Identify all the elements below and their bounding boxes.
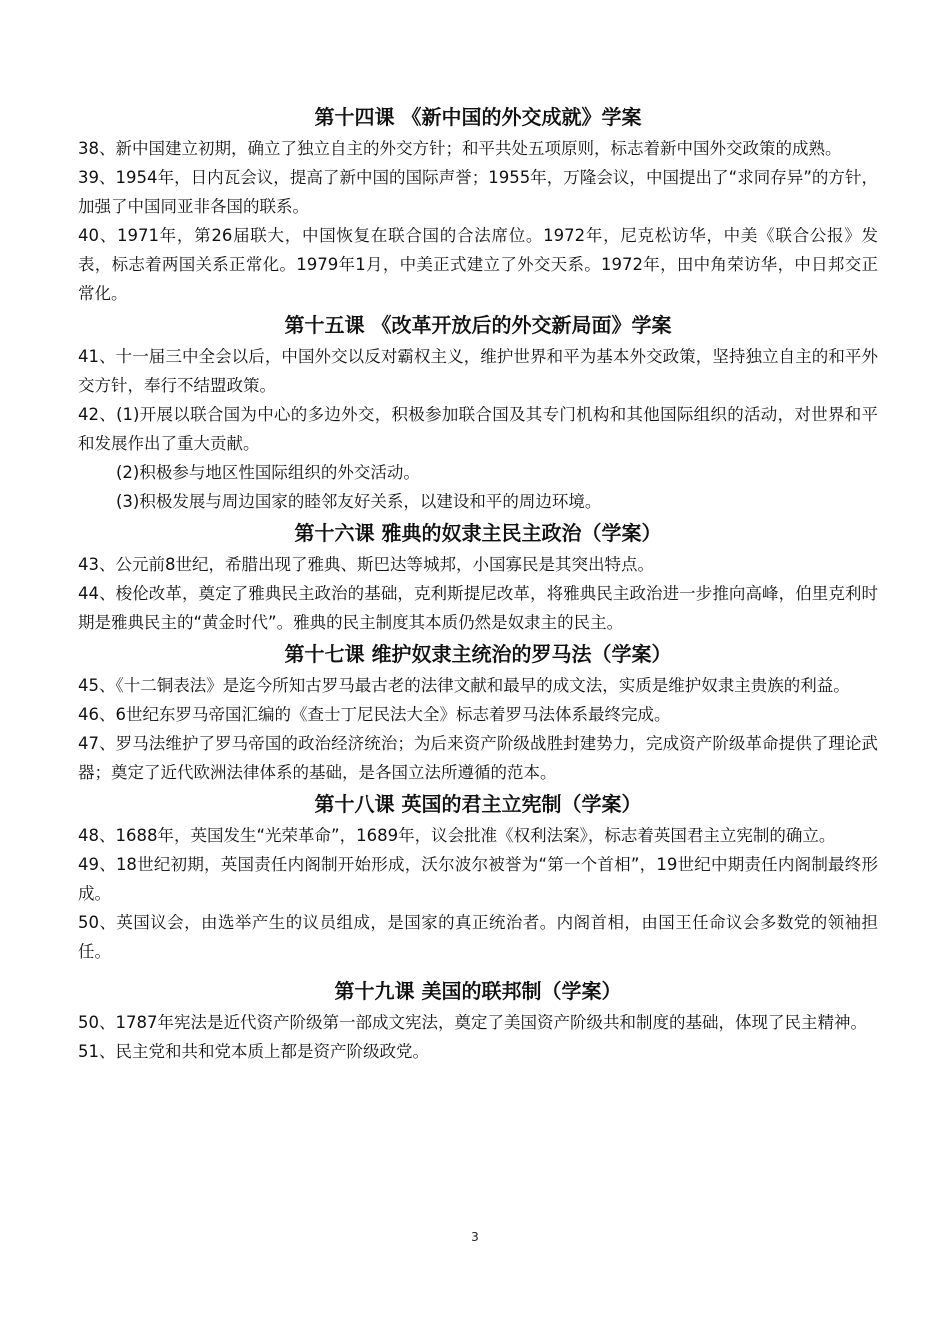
section-title-14: 第十四课 《新中国的外交成就》学案 bbox=[314, 105, 642, 129]
paragraph-48: 48、1688年，英国发生“光荣革命”，1689年，议会批准《权利法案》，标志着英国君主立宪制的确立。 bbox=[78, 826, 836, 845]
paragraph-51: 51、民主党和共和党本质上都是资产阶级政党。 bbox=[78, 1042, 429, 1061]
paragraph-38: 38、新中国建立初期，确立了独立自主的外交方针；和平共处五项原则，标志着新中国外交政策的成熟。 bbox=[78, 139, 842, 158]
paragraph-49: 49、18世纪初期，英国责任内阁制开始形成，沃尔波尔被誉为“第一个首相”，19世纪中期责任内阁制最终形成。 bbox=[78, 855, 878, 903]
paragraph-42-sub-3: (3)积极发展与周边国家的睦邻友好关系，以建设和平的周边环境。 bbox=[116, 492, 602, 511]
document-page bbox=[78, 100, 878, 1066]
section-title-18: 第十八课 英国的君主立宪制（学案） bbox=[314, 792, 642, 816]
paragraph-50: 50、英国议会，由选举产生的议员组成，是国家的真正统治者。内阁首相，由国王任命议会多数党的领袖担任。 bbox=[78, 913, 878, 961]
paragraph-47: 47、罗马法维护了罗马帝国的政治经济统治；为后来资产阶级战胜封建势力，完成资产阶级革命提供了理论武器；奠定了近代欧洲法律体系的基础，是各国立法所遵循的范本。 bbox=[78, 734, 878, 782]
paragraph-42-sub-2: (2)积极参与地区性国际组织的外交活动。 bbox=[116, 463, 420, 482]
paragraph-40: 40、1971年，第26届联大，中国恢复在联合国的合法席位。1972年，尼克松访华，中美《联合公报》发表，标志着两国关系正常化。1979年1月，中美正式建立了外交天系。1972年，田中角荣访华，中日邦交正常化。 bbox=[78, 226, 878, 303]
paragraph-50b: 50、1787年宪法是近代资产阶级第一部成文宪法，奠定了美国资产阶级共和制度的基础，体现了民主精神。 bbox=[78, 1013, 867, 1032]
paragraph-44: 44、梭伦改革，奠定了雅典民主政治的基础，克利斯提尼改革，将雅典民主政治进一步推向高峰，伯里克利时期是雅典民主的“黄金时代”。雅典的民主制度其本质仍然是奴隶主的民主。 bbox=[78, 584, 878, 632]
paragraph-46: 46、6世纪东罗马帝国汇编的《查士丁尼民法大全》标志着罗马法体系最终完成。 bbox=[78, 705, 671, 724]
paragraph-41: 41、十一届三中全会以后，中国外交以反对霸权主义，维护世界和平为基本外交政策，坚持独立自主的和平外交方针，奉行不结盟政策。 bbox=[78, 347, 878, 395]
paragraph-39: 39、1954年，日内瓦会议，提高了新中国的国际声誉；1955年，万隆会议，中国提出了“求同存异”的方针，加强了中国同亚非各国的联系。 bbox=[78, 168, 878, 216]
section-title-17: 第十七课 维护奴隶主统治的罗马法（学案） bbox=[284, 642, 672, 666]
page-number: 3 bbox=[471, 1230, 479, 1244]
section-title-19: 第十九课 美国的联邦制（学案） bbox=[334, 979, 622, 1003]
section-title-16: 第十六课 雅典的奴隶主民主政治（学案） bbox=[294, 521, 662, 545]
paragraph-43: 43、公元前8世纪，希腊出现了雅典、斯巴达等城邦，小国寡民是其突出特点。 bbox=[78, 555, 654, 574]
paragraph-45: 45、《十二铜表法》是迄今所知古罗马最古老的法律文献和最早的成文法，实质是维护奴隶主贵族的利益。 bbox=[78, 676, 850, 695]
section-title-15: 第十五课 《改革开放后的外交新局面》学案 bbox=[284, 313, 672, 337]
paragraph-42: 42、(1)开展以联合国为中心的多边外交，积极参加联合国及其专门机构和其他国际组织的活动，对世界和平和发展作出了重大贡献。 bbox=[78, 405, 878, 453]
